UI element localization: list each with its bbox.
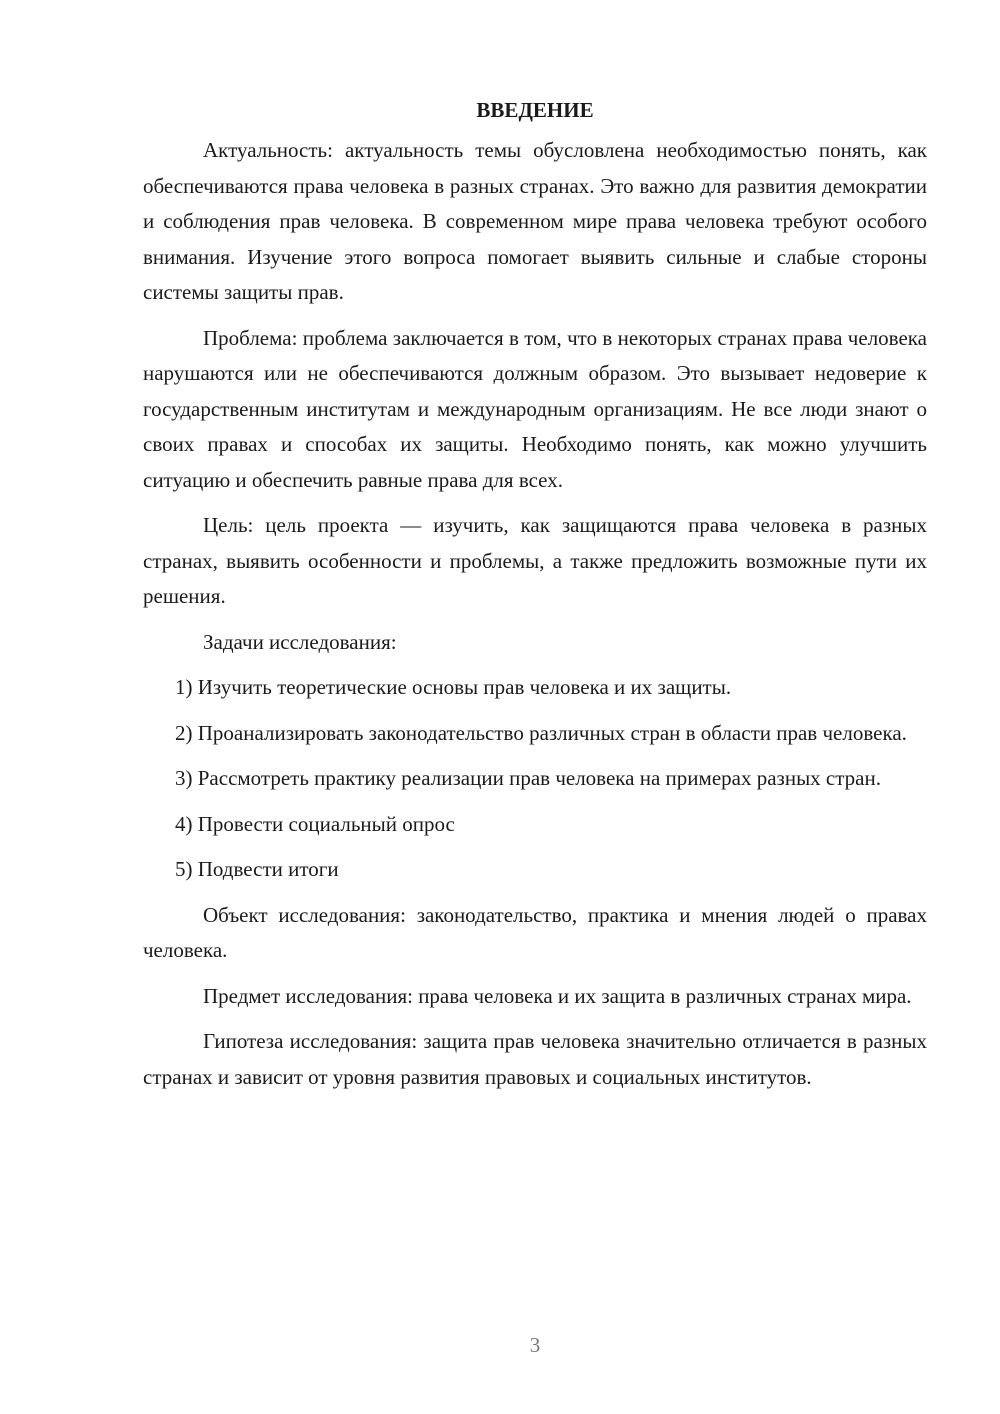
tasks-title: Задачи исследования: bbox=[203, 629, 397, 654]
problem-paragraph: Проблема: проблема заключается в том, что в некоторых странах права человека нарушаются или не обеспечиваются должным образом. Это вызывает недоверие к государственным институтам и международным организациям. Не все люди знают о своих правах и способах их защиты. Необходимо понять, как можно улучшить ситуацию и обеспечить равные права для всех. bbox=[143, 325, 927, 492]
goal-paragraph: Цель: цель проекта — изучить, как защищаются права человека в разных странах, выявить особенности и проблемы, а также предложить возможные пути их решения. bbox=[143, 513, 927, 608]
subject-paragraph: Предмет исследования: права человека и их защита в различных странах мира. bbox=[203, 983, 912, 1008]
task-item-3: 3) Рассмотреть практику реализации прав человека на примерах разных стран. bbox=[175, 766, 881, 790]
task-item-4: 4) Провести социальный опрос bbox=[175, 811, 455, 836]
page-number: 3 bbox=[529, 1333, 541, 1357]
task-item-5: 5) Подвести итоги bbox=[175, 857, 339, 881]
section-heading: ВВЕДЕНИЕ bbox=[476, 98, 594, 122]
task-item-1: 1) Изучить теоретические основы прав человека и их защиты. bbox=[175, 675, 732, 699]
task-item-2: 2) Проанализировать законодательство различных стран в области прав человека. bbox=[175, 720, 907, 745]
object-paragraph: Объект исследования: законодательство, практика и мнения людей о правах человека. bbox=[143, 902, 927, 962]
hypothesis-paragraph: Гипотеза исследования: защита прав человека значительно отличается в разных странах и зависит от уровня развития правовых и социальных институтов. bbox=[143, 1029, 927, 1089]
document-page bbox=[143, 93, 927, 1105]
relevance-paragraph: Актуальность: актуальность темы обусловлена необходимостью понять, как обеспечиваются права человека в разных странах. Это важно для развития демократии и соблюдения прав человека. В современном мире права человека требуют особого внимания. Изучение этого вопроса помогает выявить сильные и слабые стороны системы защиты прав. bbox=[143, 138, 927, 304]
